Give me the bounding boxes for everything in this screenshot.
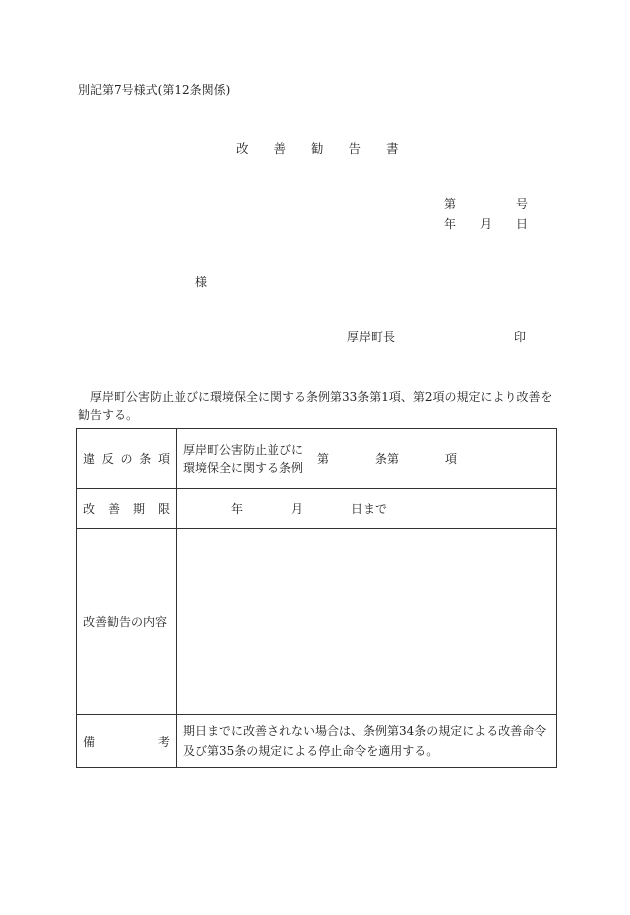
date-day: 日 — [516, 217, 529, 231]
seal-mark: 印 — [514, 330, 527, 344]
article-jo-dai: 条第 — [375, 452, 400, 466]
deadline-year: 年 — [231, 502, 244, 516]
article-kou: 項 — [445, 452, 458, 466]
violation-label: 違 反 の 条 項 — [83, 452, 170, 466]
deadline-row — [77, 489, 557, 529]
content-label: 改善勧告の内容 — [83, 614, 168, 629]
deadline-label-cell — [77, 489, 177, 529]
remarks-value-cell — [177, 715, 557, 768]
content-row — [77, 529, 557, 715]
form-label: 別記第7号様式(第12条関係) — [78, 83, 231, 97]
date-year: 年 — [444, 217, 457, 231]
remarks-label-cell — [77, 715, 177, 768]
content-label-cell — [77, 529, 177, 715]
advisory-table — [76, 428, 557, 768]
remarks-label: 備 考 — [83, 734, 170, 749]
number-dai: 第 — [444, 197, 457, 211]
number-go: 号 — [516, 197, 529, 211]
deadline-label: 改 善 期 限 — [83, 502, 170, 516]
content-value-cell — [177, 529, 557, 715]
document-title: 改善勧告書 — [236, 141, 424, 156]
violation-row — [77, 429, 557, 489]
article-dai: 第 — [317, 452, 330, 466]
addressee-suffix: 様 — [195, 275, 208, 289]
issuer: 厚岸町長 — [347, 330, 396, 344]
intro-text: 厚岸町公害防止並びに環境保全に関する条例第33条第1項、第2項の規定により改善を勧告する。 — [78, 390, 553, 422]
remarks-value: 期日までに改善されない場合は、条例第34条の規定による改善命令及び第35条の規定による停止命令を適用する。 — [183, 724, 547, 758]
violation-label-cell — [77, 429, 177, 489]
remarks-row — [77, 715, 557, 768]
law-name: 厚岸町公害防止並びに環境保全に関する条例 — [183, 442, 304, 475]
violation-value-cell — [177, 429, 557, 489]
deadline-month: 月 — [291, 502, 304, 516]
deadline-day-until: 日まで — [351, 502, 388, 516]
date-month: 月 — [480, 217, 493, 231]
deadline-value-cell — [177, 489, 557, 529]
